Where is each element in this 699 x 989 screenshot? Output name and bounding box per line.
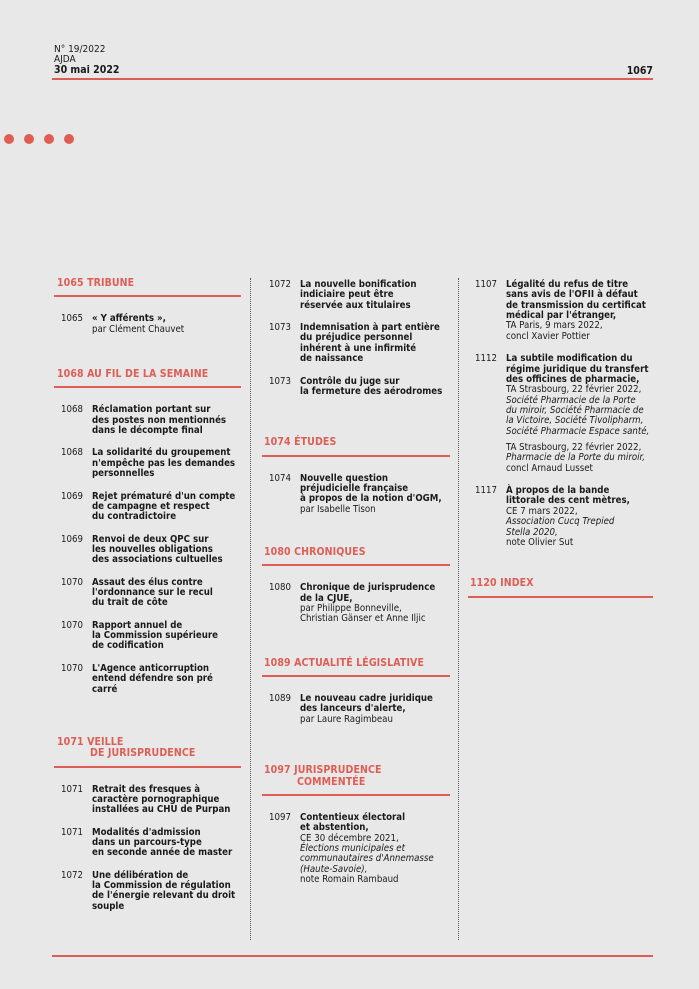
section-title-index: 1120 INDEX [470,577,534,590]
entry-title: Rejet prématuré d'un compte de campagne et respect du contradictoire [92,490,236,523]
dot-icon [24,134,34,144]
entry-page: 1070 [61,619,83,631]
entry-page: 1070 [61,662,83,674]
entry-title: Modalités d'admission dans un parcours-type en seconde année de master [92,826,233,859]
toc-entry[interactable]: 1097 Contentieux électoral et abstention, CE 30 décembre 2021, Élections municipales et communautaires d'Annemasse (Haute-Savoie), note Romain Rambaud [262,813,450,886]
section-rule [262,794,450,796]
section-rule [262,675,450,677]
column-separator [458,278,459,940]
toc-entry[interactable] [262,280,450,311]
toc-entry[interactable] [262,377,450,398]
entry-page: 1089 [269,693,291,705]
entry-page: 1068 [61,447,83,459]
entry-title: Rapport annuel de la Commission supérieure de codification [92,619,218,652]
toc-entry[interactable] [54,785,241,816]
entry-author: note Olivier Sut [506,536,574,548]
entry-page: 1070 [61,576,83,588]
toc-entry[interactable] [262,583,450,624]
section-rule [54,295,241,297]
entry-author: par Laure Ragimbeau [300,713,393,725]
entry-title: « Y afférents », [92,313,166,325]
section-rule [262,564,450,566]
entry-page: 1068 [61,404,83,416]
page-header [54,45,119,76]
toc-entry[interactable]: 1117 À propos de la bande littorale des cent mètres, CE 7 mars 2022, Association Cucq Trepied Stella 2020, note Olivier Sut [468,486,653,548]
toc-entry[interactable] [54,664,241,695]
entry-page: 1065 [61,313,83,325]
toc-entry[interactable]: 1112 La subtile modification du régime juridique du transfert des officines de pharmacie, TA Strasbourg, 22 février 2022, Société Pharmacie de la Porte du miroir, Société Pharmacie de la Victoire, Société Tivolipharm, Société Pharmacie Espace santé, TA Strasbourg, 22 février 2022, Pharmacie de la Porte du miroir, concl Arnaud Lusset [468,354,653,474]
section-title-semaine: 1068 AU FIL DE LA SEMAINE [57,368,209,381]
entry-author: concl Arnaud Lusset [506,462,593,474]
entry-title: Nouvelle question préjudicielle française à propos de la notion d'OGM, [300,472,442,505]
entry-title: La subtile modification du régime juridique du transfert des officines de pharmacie, [506,353,649,385]
entry-page: 1069 [61,490,83,502]
entry-title: Renvoi de deux QPC sur les nouvelles obligations des associations cultuelles [92,533,223,566]
section-rule [54,766,241,768]
entry-page: 1107 [475,279,497,290]
entry-title: Légalité du refus de titre sans avis de l'OFII à défaut de transmission du certificat médical par l'étranger, [506,279,646,322]
page-number: 1067 [626,65,653,77]
toc-entry[interactable] [54,621,241,652]
entry-author: par Clément Chauvet [92,323,185,335]
entry-page: 1069 [61,533,83,545]
entry-page: 1073 [269,375,291,387]
toc-entry[interactable] [262,474,450,515]
toc-entry[interactable] [54,828,241,859]
entry-title: Retrait des fresques à caractère pornographique installées au CHU de Purpan [92,783,231,816]
section-rule [468,596,653,598]
section-title-etudes: 1074 ÉTUDES [264,436,337,449]
toc-entry[interactable]: 1107 Légalité du refus de titre sans avis de l'OFII à défaut de transmission du certificat médical par l'étranger, TA Paris, 9 mars 2022, concl Xavier Pottier [468,280,653,342]
entry-title: Contentieux électoral et abstention, [300,811,406,834]
header-rule [52,78,653,80]
entry-title: Le nouveau cadre juridique des lanceurs d'alerte, [300,693,433,715]
section-rule [262,455,450,457]
entry-title: La solidarité du groupement n'empêche pas les demandes personnelles [92,447,236,480]
toc-entry[interactable] [262,694,450,725]
toc-column-1 [54,278,241,912]
issue-number: N° 19/2022 [54,44,106,55]
entry-page: 1097 [269,811,291,823]
entry-title: Assaut des élus contre l'ordonnance sur le recul du trait de côte [92,576,213,609]
dot-icon [44,134,54,144]
entry-author: note Romain Rambaud [300,873,399,885]
section-title-tribune: 1065 TRIBUNE [57,277,135,289]
toc-column-2 [262,278,450,885]
entry-title: Réclamation portant sur des postes non mentionnés dans le décompte final [92,404,227,437]
section-title-chroniques: 1080 CHRONIQUES [264,546,366,558]
entry-title: Contrôle du juge sur la fermeture des aérodromes [300,375,443,397]
section-rule [54,386,241,388]
entry-title: Chronique de jurisprudence de la CJUE, [300,582,436,604]
entry-page: 1073 [269,322,291,334]
toc-entry[interactable] [54,405,241,436]
toc-entry[interactable] [54,578,241,609]
toc-entry[interactable] [54,535,241,566]
entry-title: La nouvelle bonification indiciaire peut être réservée aux titulaires [300,279,417,311]
toc-entry[interactable] [262,323,450,364]
section-title-legislative: 1089 ACTUALITÉ LÉGISLATIVE [264,656,425,669]
entry-page: 1071 [61,826,83,838]
toc-entry[interactable] [54,448,241,479]
entry-title: Une délibération de la Commission de régulation de l'énergie relevant du droit souple [92,869,236,912]
entry-title: Indemnisation à part entière du préjudice personnel inhérent à une infirmité de naissance [300,322,440,365]
entry-title: L'Agence anticorruption entend défendre son pré carré [92,662,213,695]
entry-page: 1071 [61,783,83,795]
toc-entry[interactable] [54,314,241,335]
journal-name: AJDA [54,54,76,65]
dot-icon [64,134,74,144]
issue-date: 30 mai 2022 [54,64,120,76]
entry-title: À propos de la bande littorale des cent mètres, [506,485,630,507]
section-title-veille: 1071 VEILLE DE JURISPRUDENCE [57,735,196,760]
entry-author: par Philippe Bonneville, Christian Gänser et Anne Iljic [300,603,426,625]
footer-rule [52,955,653,957]
dot-icon [4,134,14,144]
column-separator [250,278,251,940]
toc-column-3 [468,278,653,598]
entry-page: 1112 [475,353,497,365]
entry-page: 1072 [61,869,83,881]
toc-entry[interactable] [54,871,241,912]
entry-page: 1074 [269,472,291,484]
entry-page: 1072 [269,279,291,290]
entry-author: par Isabelle Tison [300,503,376,515]
toc-entry[interactable] [54,492,241,523]
section-title-commentee: 1097 JURISPRUDENCE COMMENTÉE [264,764,382,788]
entry-page: 1117 [475,485,497,497]
entry-page: 1080 [269,582,291,594]
